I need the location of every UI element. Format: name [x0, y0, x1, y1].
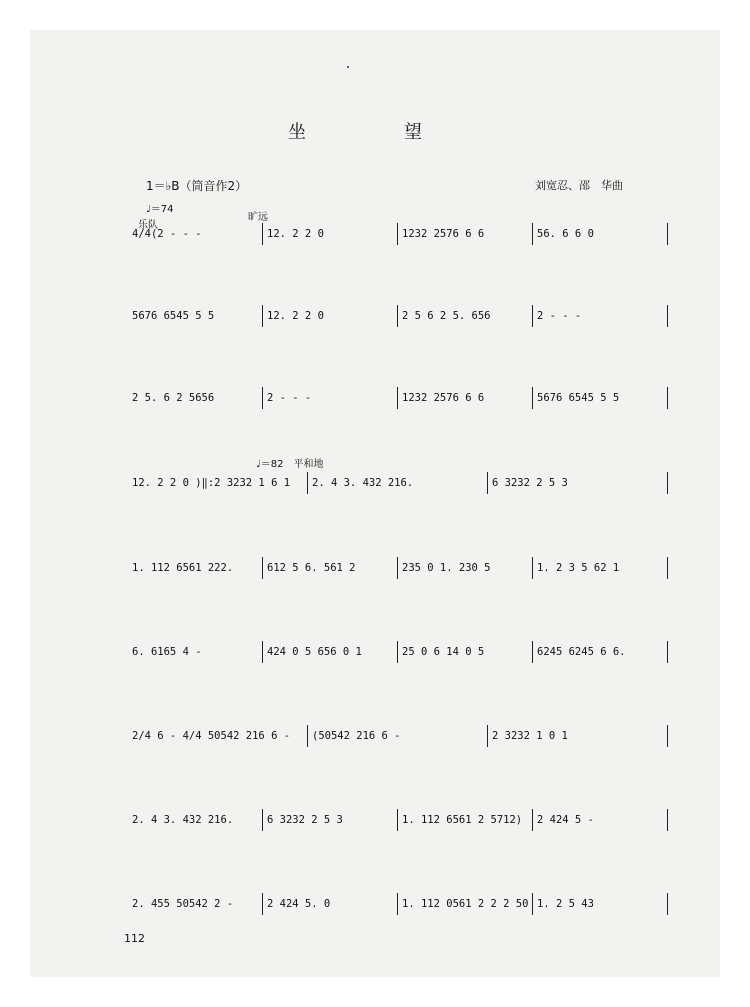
- score-line: [128, 728, 668, 744]
- measure: 612 5 6. 561 2: [267, 562, 356, 574]
- score-line: [128, 475, 668, 491]
- measure: 2. 4 3. 432 216.: [132, 814, 234, 826]
- measure: 6 3232 2 5 3: [492, 477, 568, 489]
- measure: 2 5 6 2 5. 656: [402, 310, 491, 322]
- barline: [667, 305, 668, 327]
- score-line: [128, 896, 668, 912]
- barline: [667, 387, 668, 409]
- measure: 2 5. 6 2 5656: [132, 392, 215, 404]
- measure: (50542 216 6 -: [312, 730, 401, 742]
- key-signature: 1＝♭B（筒音作2）: [146, 179, 248, 193]
- measure: 25 0 6 14 0 5: [402, 646, 485, 658]
- score-line: [128, 560, 668, 576]
- composer-credit: 刘宽忍、邵 华曲: [535, 179, 623, 192]
- measure: 5676 6545 5 5: [537, 392, 620, 404]
- measure: 2 - - -: [537, 310, 582, 322]
- page-number: 112: [124, 932, 145, 945]
- barline: [667, 472, 668, 494]
- measure: 1. 2 3 5 62 1: [537, 562, 620, 574]
- measure: 56. 6 6 0: [537, 228, 594, 240]
- measure: 1. 2 5 43: [537, 898, 594, 910]
- measure: 6. 6165 4 -: [132, 646, 202, 658]
- score-line: [128, 390, 668, 406]
- measure: 2 - - -: [267, 392, 312, 404]
- measure: 6 3232 2 5 3: [267, 814, 343, 826]
- ensemble-label: 乐队: [138, 220, 158, 231]
- expression-marking: 旷远: [248, 212, 268, 223]
- tempo-marking-2: ♩＝82 平和地: [256, 459, 324, 470]
- measure: 5676 6545 5 5: [132, 310, 215, 322]
- measure: 12. 2 2 0 )‖:2 3232 1 6 1: [132, 477, 291, 489]
- piece-title: 坐 望: [288, 122, 462, 143]
- barline: [667, 557, 668, 579]
- measure: 2. 4 3. 432 216.: [312, 477, 414, 489]
- measure: 2. 455 50542 2 -: [132, 898, 234, 910]
- barline: [667, 809, 668, 831]
- score-line: [128, 226, 668, 242]
- measure: 1232 2576 6 6: [402, 392, 485, 404]
- score-line: [128, 812, 668, 828]
- measure: 424 0 5 656 0 1: [267, 646, 362, 658]
- measure: 2 3232 1 0 1: [492, 730, 568, 742]
- measure: 1232 2576 6 6: [402, 228, 485, 240]
- measure: 1. 112 6561 222.: [132, 562, 234, 574]
- measure: 2 424 5. 0: [267, 898, 331, 910]
- measure: 4/4(2 - - -: [132, 228, 202, 240]
- measure: 235 0 1. 230 5: [402, 562, 491, 574]
- score-line: [128, 644, 668, 660]
- tempo-marking-1: ♩＝74: [146, 204, 174, 215]
- score-page: [30, 30, 720, 977]
- measure: 1. 112 0561 2 2 2 50: [402, 898, 529, 910]
- barline: [667, 893, 668, 915]
- barline: [667, 223, 668, 245]
- score-line: [128, 308, 668, 324]
- measure: 2 424 5 -: [537, 814, 594, 826]
- barline: [667, 725, 668, 747]
- measure: 12. 2 2 0: [267, 310, 324, 322]
- measure: 1. 112 6561 2 5712): [402, 814, 523, 826]
- barline: [667, 641, 668, 663]
- measure: 6245 6245 6 6.: [537, 646, 626, 658]
- measure: 12. 2 2 0: [267, 228, 324, 240]
- page-mark: [347, 66, 349, 68]
- measure: 2/4 6 - 4/4 50542 216 6 -: [132, 730, 291, 742]
